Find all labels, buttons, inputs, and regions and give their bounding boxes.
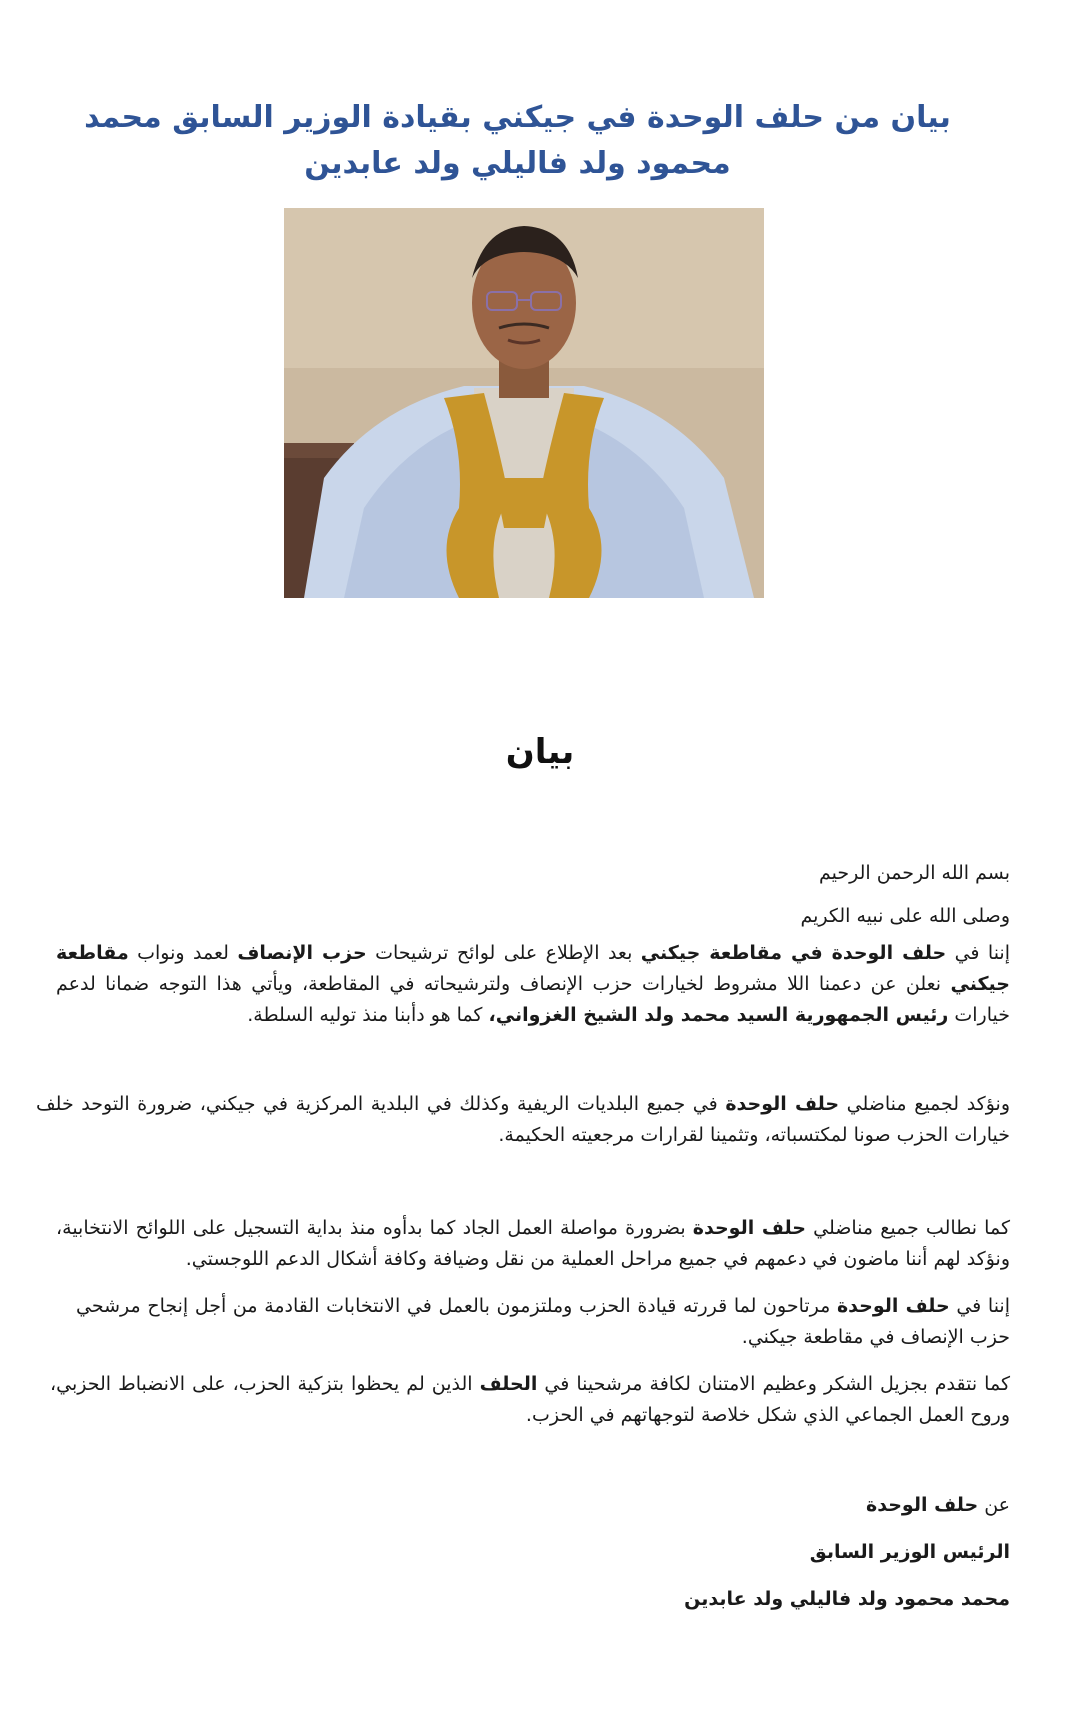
- basmala-line: بسم الله الرحمن الرحيم: [819, 862, 1010, 884]
- paragraph-work: كما نطالب جميع مناضلي حلف الوحدة بضرورة مواصلة العمل الجاد كما بدأوه منذ بداية التسجيل على اللوائح الانتخابية، ونؤكد لهم أننا ماضون في دعمهم في جميع مراحل العملية من نقل وضيافة وكافة أشكال الدعم اللوجستي.: [56, 1217, 1010, 1270]
- paragraph-thanks: كما نتقدم بجزيل الشكر وعظيم الامتنان لكافة مرشحينا في الحلف الذين لم يحظوا بتزكية الحزب، على الانضباط الحزبي، وروح العمل الجماعي الذي شكل خلاصة لتوجهاتهم في الحزب.: [50, 1373, 1011, 1426]
- statement-heading: بيان: [505, 732, 575, 772]
- paragraph-commitment: إننا في حلف الوحدة مرتاحون لما قررته قيادة الحزب وملتزمون بالعمل في الانتخابات القادمة من أجل إنجاح مرشحي حزب الإنصاف في مقاطعة جيكني.: [76, 1295, 1010, 1348]
- document-title: بيان من حلف الوحدة في جيكني بقيادة الوزير السابق محمد محمود ولد فاليلي ولد عابدين: [84, 100, 951, 181]
- portrait-photo: [284, 208, 764, 598]
- signature-org: عن حلف الوحدة: [866, 1494, 1010, 1516]
- paragraph-support: إننا في حلف الوحدة في مقاطعة جيكني بعد الإطلاع على لوائح ترشيحات حزب الإنصاف لعمد ونواب مقاطعة جيكني نعلن عن دعمنا اللا مشروط لخيارات حزب الإنصاف ولترشيحاته في المقاطعة، ويأتي هذا التوجه ضمانا لدعم خيارات رئيس الجمهورية السيد محمد ولد الشيخ الغزواني، كما هو دأبنا منذ توليه السلطة.: [56, 942, 1011, 1026]
- signature-role: الرئيس الوزير السابق: [809, 1541, 1010, 1563]
- salutation-line: وصلى الله على نبيه الكريم: [800, 905, 1010, 927]
- paragraph-unity: ونؤكد لجميع مناضلي حلف الوحدة في جميع البلديات الريفية وكذلك في البلدية المركزية في جيكني، ضرورة التوحد خلف خيارات الحزب صونا لمكتسباته، وتثمينا لقرارات مرجعيته الحكيمة.: [36, 1093, 1010, 1146]
- signature-name: محمد محمود ولد فاليلي ولد عابدين: [684, 1588, 1010, 1610]
- portrait-illustration: [284, 208, 764, 598]
